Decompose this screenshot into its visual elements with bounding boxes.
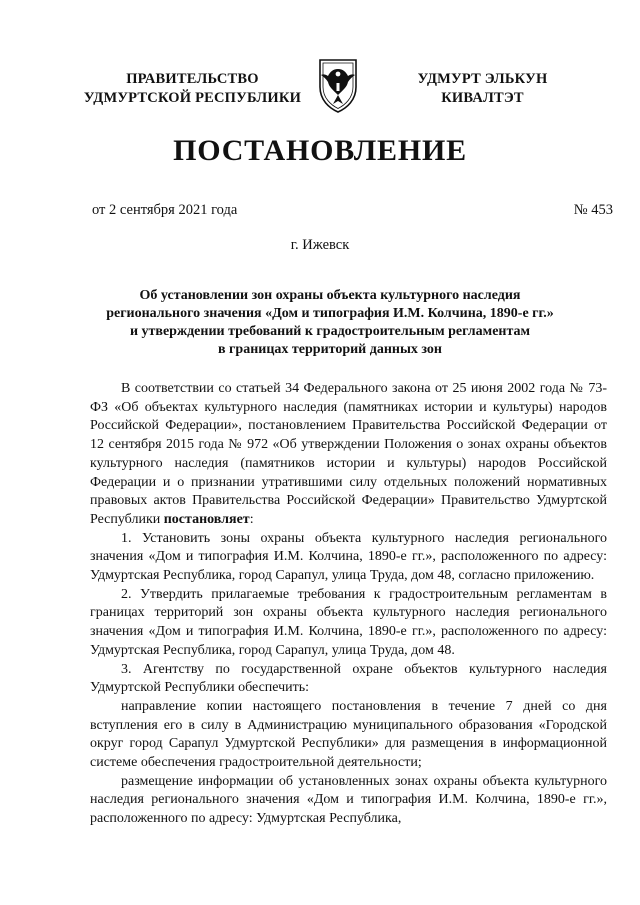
government-name-line1: ПРАВИТЕЛЬСТВО: [126, 71, 259, 87]
government-name-udmurt-line2: КИВАЛТЭТ: [441, 90, 524, 106]
clause-1: 1. Установить зоны охраны объекта культурного наследия регионального значения «Дом и типография И.М. Колчина, 1890-е гг.», расположенного по адресу: Удмуртская Республика, город Сарапул, улица Труда, дом 48, согласно приложению.: [90, 530, 607, 584]
udmurt-coat-of-arms-icon: [316, 57, 360, 113]
subject-line1: Об установлении зон охраны объекта культурного наследия: [139, 288, 521, 303]
intro-text: В соответствии со статьей 34 Федерального закона от 25 июня 2002 года № 73-ФЗ «Об объектах культурного наследия (памятниках истории и культуры) народов Российской Федерации», постановлением Правительства Российской Федерации от 12 сентября 2015 года № 972 «Об утверждении Положения о зонах охраны объектов культурного наследия (памятников истории и культуры) народов Российской Федерации и о признании утратившими силу отдельных положений нормативных правовых актов Правительства Российской Федерации» Правительство Удмуртской Республики: [90, 381, 607, 527]
government-name-udmurt: [395, 70, 570, 108]
resolves-keyword: постановляет: [163, 511, 250, 527]
subject-line4: в границах территорий данных зон: [218, 342, 442, 357]
document-date: от 2 сентября 2021 года: [92, 202, 238, 218]
government-name-udmurt-line1: УДМУРТ ЭЛЬКУН: [417, 71, 548, 87]
document-city: г. Ижевск: [290, 237, 350, 253]
document-type-title: ПОСТАНОВЛЕНИЕ: [173, 134, 467, 167]
government-name-russian: [70, 70, 315, 108]
clause-2: 2. Утвердить прилагаемые требования к градостроительным регламентам в границах территорий зон охраны объекта культурного наследия регионального значения «Дом и типография И.М. Колчина, 1890-е гг.», расположенного по адресу: Удмуртская Республика, город Сарапул, улица Труда, дом 48.: [90, 586, 607, 658]
clause-3-item-b: размещение информации об установленных зонах охраны объекта культурного наследия регионального значения «Дом и типография И.М. Колчина, 1890-е гг.», расположенного по адресу: Удмуртская Республика,: [90, 773, 607, 827]
document-body: [90, 380, 607, 829]
document-subject: [90, 287, 570, 359]
clause-3-item-a: направление копии настоящего постановления в течение 7 дней со дня вступления его в силу в Администрацию муниципального образования «Городской округ город Сарапул Удмуртской Республики» для размещения в информационной системе обеспечения градостроительной деятельности;: [90, 698, 607, 771]
subject-line3: и утверждении требований к градостроительным регламентам: [129, 324, 531, 339]
government-name-line2: УДМУРТСКОЙ РЕСПУБЛИКИ: [83, 90, 302, 106]
subject-line2: регионального значения «Дом и типография И.М. Колчина, 1890-е гг.»: [106, 306, 554, 321]
clause-3: 3. Агентству по государственной охране объектов культурного наследия Удмуртской Республики обеспечить:: [90, 661, 607, 696]
document-number: № 453: [573, 202, 613, 218]
intro-end: :: [249, 511, 254, 527]
intro-paragraph: [90, 380, 607, 530]
